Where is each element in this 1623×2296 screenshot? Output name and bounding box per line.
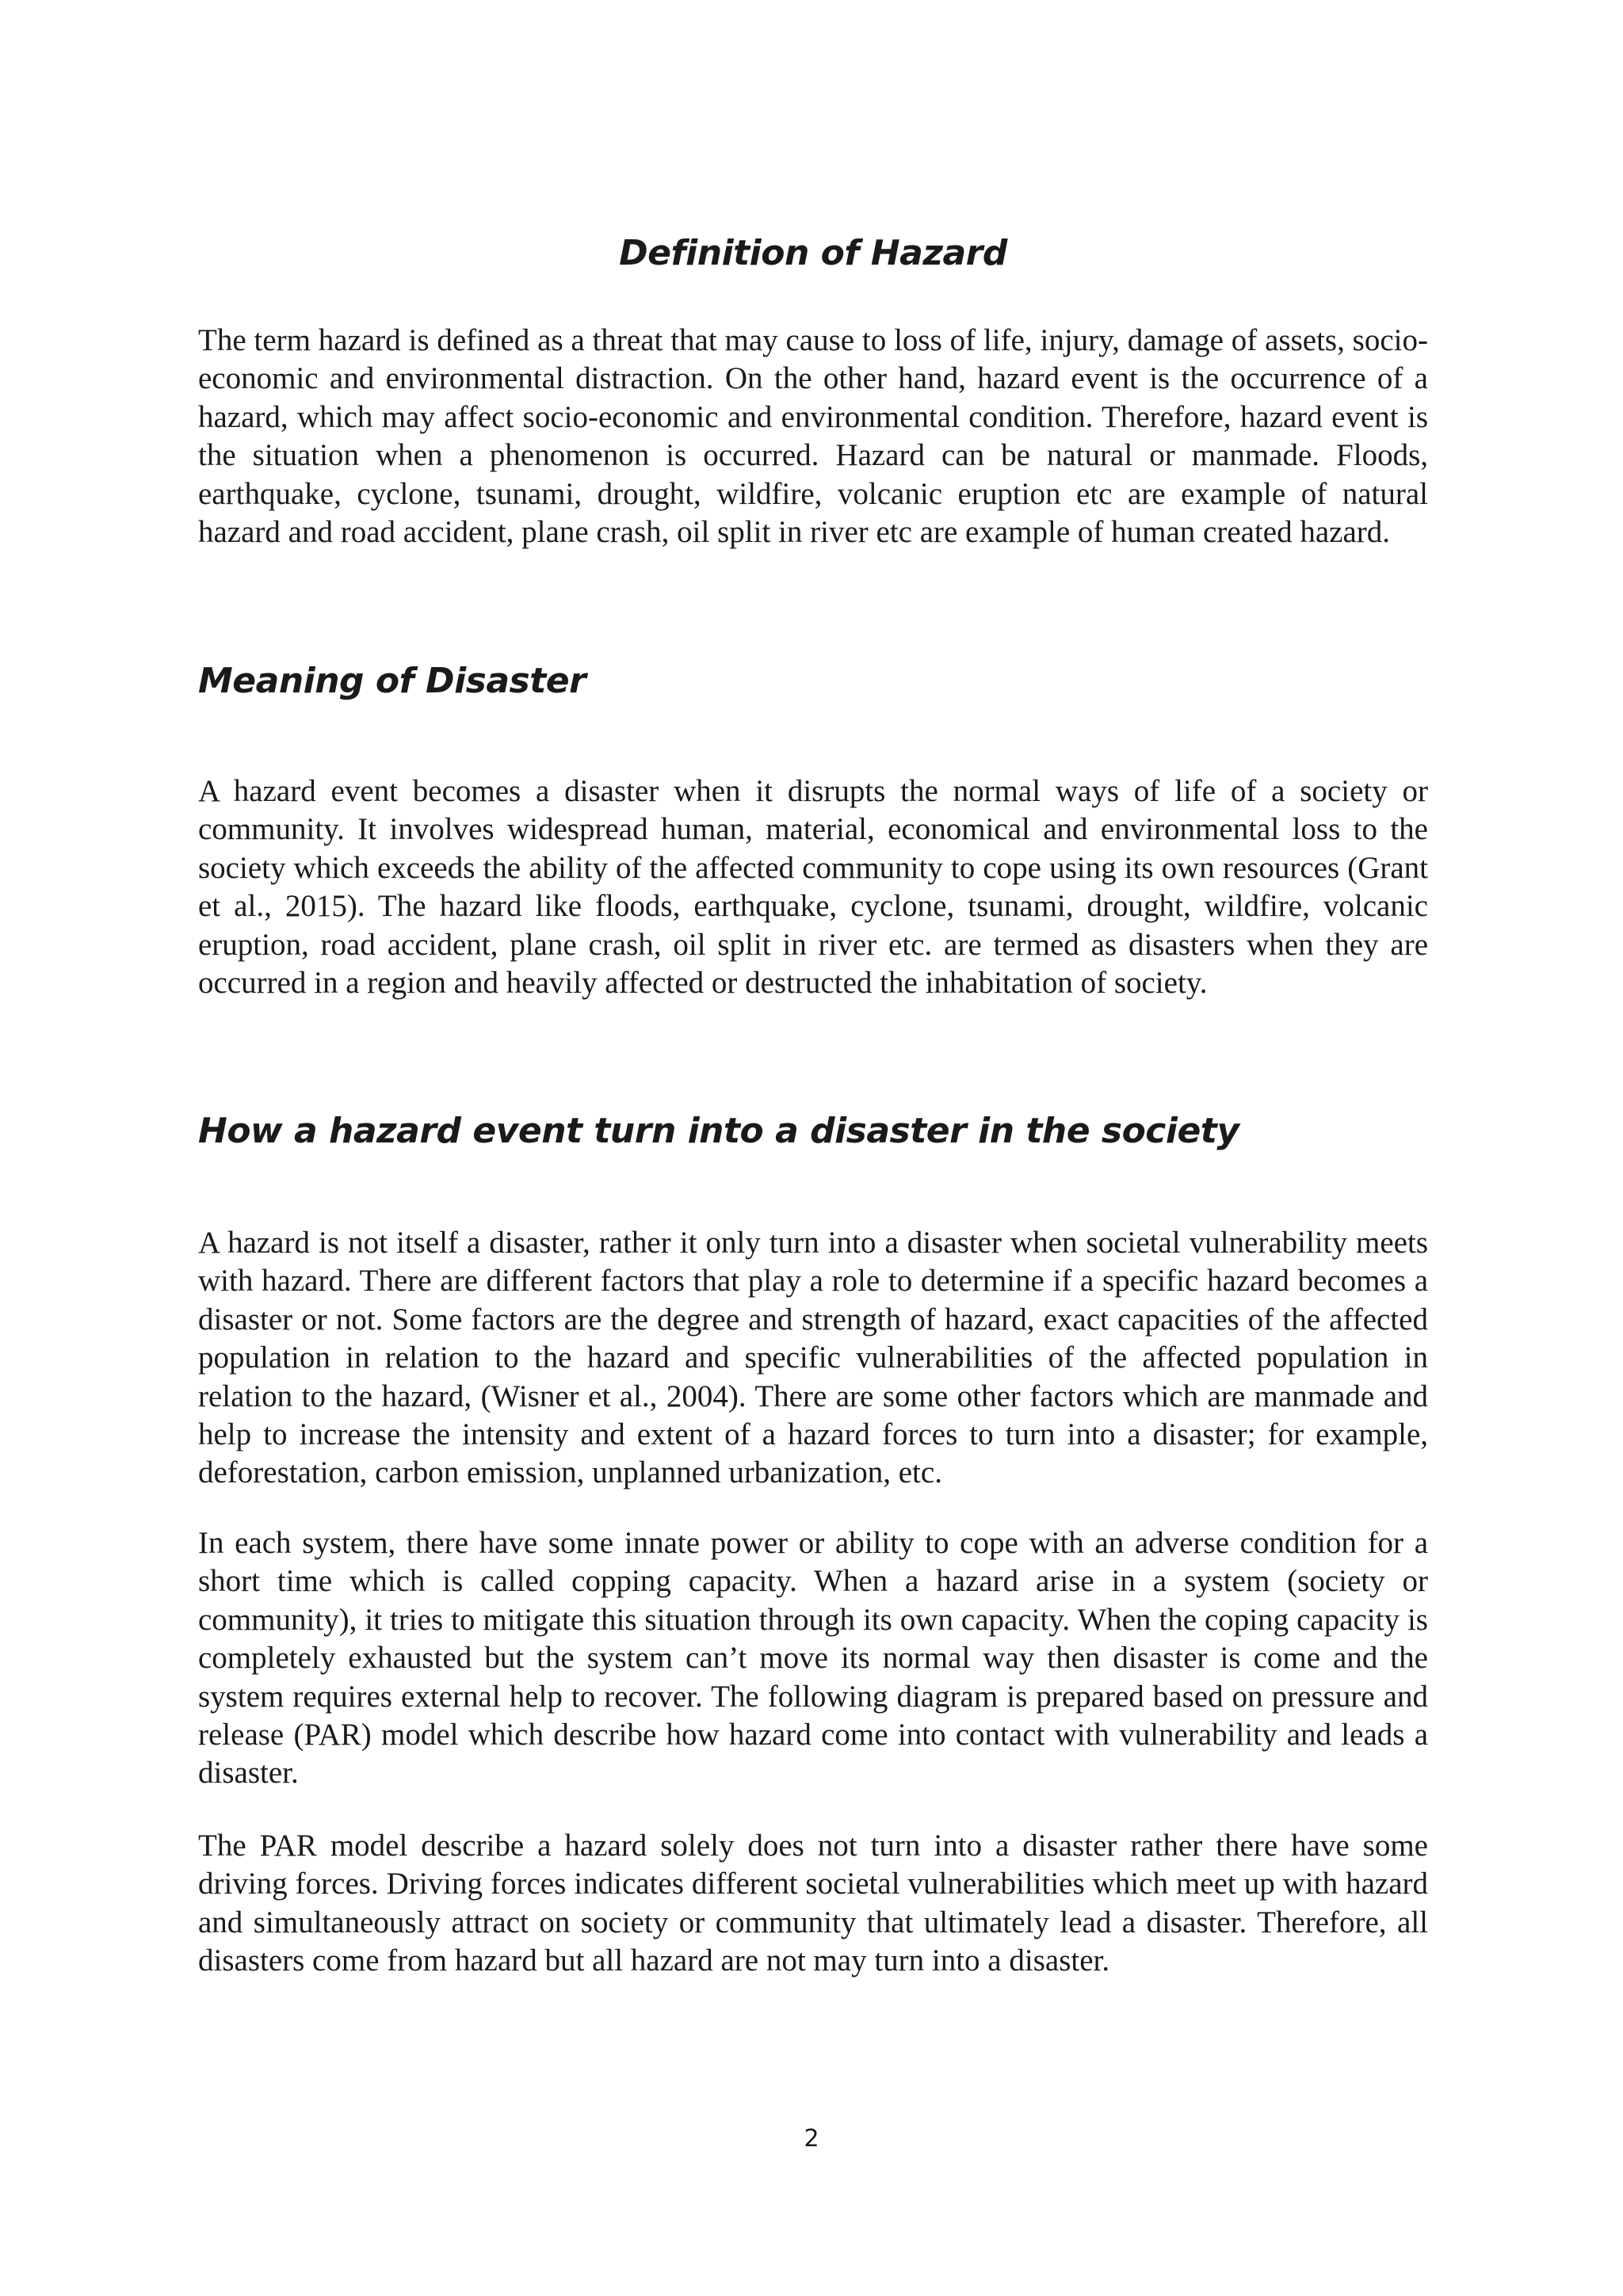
- page-number: 2: [804, 2125, 819, 2153]
- how-heading: How a hazard event turn into a disaster in the society: [198, 1111, 1239, 1151]
- meaning-paragraph: A hazard event becomes a disaster when it disrupts the normal ways of life of a society or community. It involves widespread human, material, economical and environmental loss to the society which exceeds the ability of the affected community to cope using its own resources (Grant et al., 2015). The hazard like floods, earthquake, cyclone, tsunami, drought, wildfire, volcanic eruption, road accident, plane crash, oil split in river etc. are termed as disasters when they are occurred in a region and heavily affected or destructed the inhabitation of society.: [198, 774, 1428, 1001]
- definition-heading: Definition of Hazard: [619, 233, 1007, 273]
- how-paragraph-2: In each system, there have some innate power or ability to cope with an adverse condition for a short time which is called copping capacity. When a hazard arise in a system (society or community), it tries to mitigate this situation through its own capacity. When the coping capacity is completely exhausted but the system can’t move its normal way then disaster is come and the system requires external help to recover. The following diagram is prepared based on pressure and release (PAR) model which describe how hazard come into contact with vulnerability and leads a disaster.: [198, 1526, 1428, 1791]
- meaning-heading: Meaning of Disaster: [198, 661, 586, 701]
- how-paragraph-3: The PAR model describe a hazard solely does not turn into a disaster rather there have some driving forces. Driving forces indicates different societal vulnerabilities which meet up with hazard and simultaneously attract on society or community that ultimately lead a disaster. Therefore, all disasters come from hazard but all hazard are not may turn into a disaster.: [198, 1829, 1428, 1978]
- how-paragraph-1: A hazard is not itself a disaster, rather it only turn into a disaster when societal vulnerability meets with hazard. There are different factors that play a role to determine if a specific hazard becomes a disaster or not. Some factors are the degree and strength of hazard, exact capacities of the affected population in relation to the hazard and specific vulnerabilities of the affected population in relation to the hazard, (Wisner et al., 2004). There are some other factors which are manmade and help to increase the intensity and extent of a hazard forces to turn into a disaster; for example, deforestation, carbon emission, unplanned urbanization, etc.: [198, 1226, 1428, 1490]
- definition-paragraph: The term hazard is defined as a threat that may cause to loss of life, injury, damage of assets, socio-economic and environmental distraction. On the other hand, hazard event is the occurrence of a hazard, which may affect socio-economic and environmental condition. Therefore, hazard event is the situation when a phenomenon is occurred. Hazard can be natural or manmade. Floods, earthquake, cyclone, tsunami, drought, wildfire, volcanic eruption etc are example of natural hazard and road accident, plane crash, oil split in river etc are example of human created hazard.: [198, 323, 1428, 550]
